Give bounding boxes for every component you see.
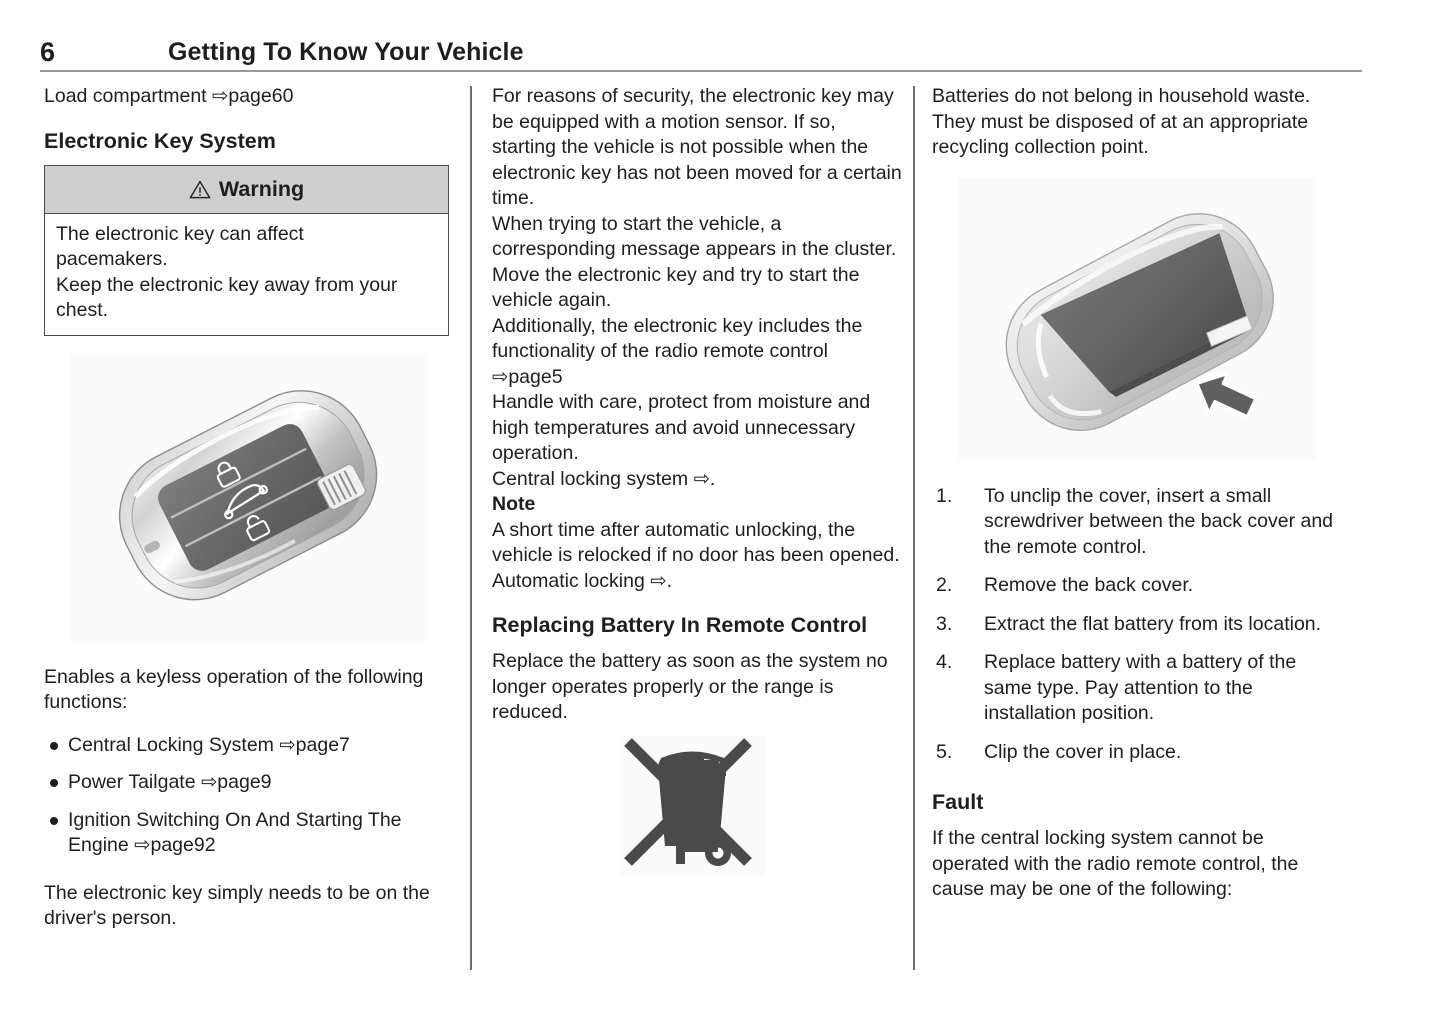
- warning-line-3: Keep the electronic key away from your: [56, 273, 398, 296]
- driver-person-text: The electronic key simply needs to be on the driver's person.: [44, 881, 430, 929]
- crossed-out-wheelie-bin-icon: [620, 736, 765, 876]
- step-number: 2.: [936, 574, 953, 596]
- page-title: Getting To Know Your Vehicle: [168, 38, 524, 66]
- header-rule: [40, 70, 1362, 72]
- heading-replacing-battery: Replacing Battery In Remote Control: [492, 613, 868, 637]
- list-item: [932, 650, 1342, 727]
- bullet-dot-icon: [50, 779, 58, 787]
- load-compartment-reference: Load compartment ⇨page60: [44, 85, 294, 107]
- handle-with-care-paragraph: Handle with care, protect from moisture and high temperatures and avoid unnecessary operation.: [492, 391, 871, 464]
- spacer: [44, 336, 454, 353]
- motion-sensor-paragraph: For reasons of security, the electronic key may be equipped with a motion sensor. If so, starting the vehicle is not possible when the electronic key has not been moved for a certain time.: [492, 85, 902, 209]
- column-3: [932, 84, 1342, 903]
- radio-remote-functionality-paragraph: Additionally, the electronic key includes the functionality of the radio remote control ⇨page5: [492, 314, 863, 388]
- warning-box: [44, 165, 449, 336]
- step-number: 5.: [936, 740, 953, 763]
- list-item-label: Central Locking System ⇨page7: [68, 733, 350, 756]
- replace-battery-paragraph: Replace the battery as soon as the system no longer operates properly or the range is reduced.: [492, 650, 888, 723]
- electronic-key-back-cover-figure: [958, 178, 1316, 460]
- electronic-key-front-figure: [70, 353, 428, 641]
- fault-body-text: If the central locking system cannot be operated with the radio remote control, the cause may be one of the following:: [932, 827, 1299, 900]
- list-item: [932, 612, 1342, 638]
- spacer: [44, 641, 454, 665]
- list-item-label: Power Tailgate ⇨page9: [68, 771, 272, 793]
- spacer: [492, 639, 902, 649]
- list-item: [44, 808, 454, 859]
- step-text: Remove the back cover.: [984, 574, 1194, 596]
- start-message-paragraph: When trying to start the vehicle, a corresponding message appears in the cluster. Move the electronic key and try to start the vehicle again.: [492, 212, 897, 311]
- bullet-dot-icon: [50, 817, 58, 825]
- spacer: [492, 594, 902, 611]
- spacer: [932, 778, 1342, 788]
- column-1: [44, 84, 454, 932]
- warning-box-header: [45, 166, 448, 214]
- bullet-dot-icon: [50, 742, 58, 750]
- spacer: [44, 155, 454, 165]
- spacer: [932, 161, 1342, 178]
- warning-box-body: [45, 214, 448, 335]
- battery-disposal-paragraph: Batteries do not belong in household waste. They must be disposed of at an appropriate recycling collection point.: [932, 85, 1311, 158]
- step-number: 3.: [936, 612, 953, 635]
- warning-line-2: pacemakers.: [56, 248, 168, 270]
- step-number: 4.: [936, 651, 953, 673]
- column-divider-2: [913, 86, 915, 970]
- heading-note: Note: [492, 493, 536, 515]
- spacer: [492, 726, 902, 736]
- step-number: 1.: [936, 484, 953, 507]
- list-item: [932, 484, 1342, 561]
- warning-line-4: chest.: [56, 299, 109, 321]
- spacer: [44, 110, 454, 127]
- warning-title: Warning: [218, 177, 305, 201]
- column-2: [492, 84, 902, 876]
- column-divider-1: [470, 86, 472, 970]
- list-item: [932, 740, 1342, 766]
- list-item-label: Ignition Switching On And Starting The Engine ⇨page92: [68, 808, 402, 856]
- warning-triangle-icon: [189, 180, 211, 199]
- step-text: Replace battery with a battery of the same type. Pay attention to the installation position.: [984, 651, 1297, 724]
- spacer: [44, 871, 454, 881]
- heading-fault: Fault: [932, 790, 984, 814]
- automatic-locking-reference: Automatic locking ⇨.: [492, 569, 672, 592]
- keyless-intro-text: Enables a keyless operation of the following functions:: [44, 665, 424, 713]
- battery-replacement-steps: [932, 484, 1342, 766]
- list-item: [44, 733, 454, 759]
- columns-container: [0, 84, 1445, 984]
- step-text: To unclip the cover, insert a small screwdriver between the back cover and the remote control.: [984, 484, 1334, 558]
- list-item: [932, 573, 1342, 599]
- spacer: [932, 460, 1342, 484]
- spacer: [44, 716, 454, 733]
- step-text: Extract the flat battery from its location.: [984, 612, 1322, 635]
- note-body-text: A short time after automatic unlocking, the vehicle is relocked if no door has been opened.: [492, 518, 900, 566]
- step-text: Clip the cover in place.: [984, 740, 1182, 763]
- page-header: [40, 36, 1360, 70]
- page-number: 6: [40, 37, 56, 67]
- warning-line-1: The electronic key can affect: [56, 222, 304, 245]
- heading-electronic-key-system: Electronic Key System: [44, 128, 276, 153]
- keyless-functions-list: [44, 733, 454, 859]
- spacer: [932, 816, 1342, 826]
- central-locking-reference: Central locking system ⇨.: [492, 467, 716, 490]
- list-item: [44, 770, 454, 796]
